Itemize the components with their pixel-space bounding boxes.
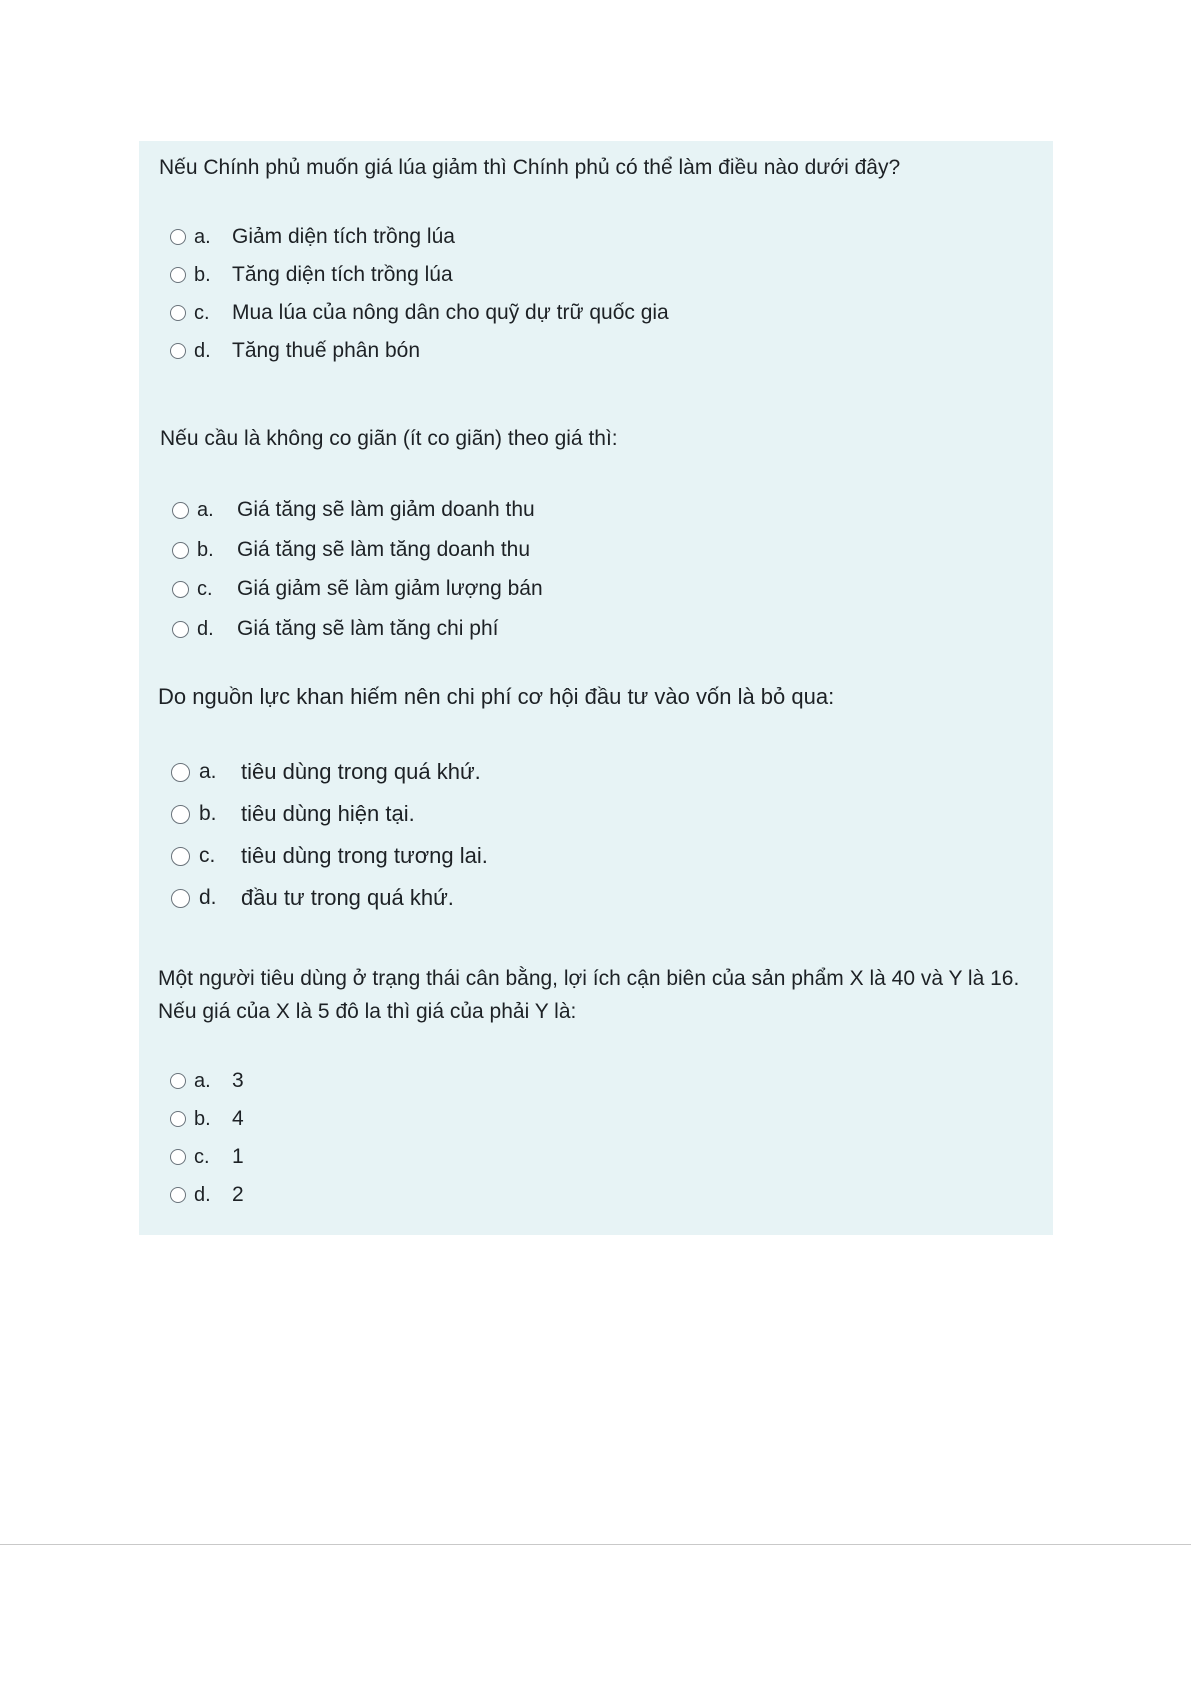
option-letter: b. <box>194 263 211 286</box>
radio-button-icon[interactable] <box>172 502 189 519</box>
radio-button-icon[interactable] <box>170 1073 186 1089</box>
question-1-option-c[interactable] <box>170 299 669 327</box>
option-letter: a. <box>194 225 211 248</box>
question-2-text: Nếu cầu là không co giãn (ít co giãn) theo giá thì: <box>160 427 618 450</box>
radio-button-icon[interactable] <box>170 1149 186 1165</box>
option-letter: d. <box>194 339 211 362</box>
option-letter: c. <box>197 577 213 600</box>
option-text: 3 <box>232 1069 244 1092</box>
option-letter: c. <box>194 1145 210 1168</box>
option-text: Giảm diện tích trồng lúa <box>232 225 455 248</box>
question-4-option-c[interactable] <box>170 1143 244 1171</box>
page-divider <box>0 1544 1191 1545</box>
radio-button-icon[interactable] <box>170 267 186 283</box>
radio-button-icon[interactable] <box>171 763 190 782</box>
radio-button-icon[interactable] <box>170 229 186 245</box>
option-letter: c. <box>194 301 210 324</box>
radio-button-icon[interactable] <box>172 621 189 638</box>
radio-button-icon[interactable] <box>171 805 190 824</box>
question-1-option-b[interactable] <box>170 261 453 289</box>
radio-button-icon[interactable] <box>172 581 189 598</box>
radio-button-icon[interactable] <box>170 1187 186 1203</box>
option-letter: c. <box>199 844 216 867</box>
question-3-option-b[interactable] <box>171 799 415 829</box>
question-1-text: Nếu Chính phủ muốn giá lúa giảm thì Chính phủ có thể làm điều nào dưới đây? <box>159 156 901 179</box>
question-4-option-b[interactable] <box>170 1105 244 1133</box>
option-text: đầu tư trong quá khứ. <box>241 885 454 910</box>
option-text: Mua lúa của nông dân cho quỹ dự trữ quốc gia <box>232 301 669 324</box>
option-letter: b. <box>199 802 217 825</box>
question-2-option-a[interactable] <box>172 496 535 524</box>
option-letter: d. <box>194 1183 211 1206</box>
question-2-option-c[interactable] <box>172 575 543 603</box>
question-2-option-d[interactable] <box>172 615 499 643</box>
option-letter: d. <box>199 886 217 909</box>
question-4-option-d[interactable] <box>170 1181 244 1209</box>
option-text: Giá tăng sẽ làm giảm doanh thu <box>237 498 535 521</box>
radio-button-icon[interactable] <box>170 1111 186 1127</box>
question-3-option-a[interactable] <box>171 757 481 787</box>
option-letter: d. <box>197 617 214 640</box>
radio-button-icon[interactable] <box>171 889 190 908</box>
option-text: 4 <box>232 1107 244 1130</box>
option-text: 2 <box>232 1183 244 1206</box>
radio-button-icon[interactable] <box>172 542 189 559</box>
option-text: Tăng thuế phân bón <box>232 339 420 362</box>
radio-button-icon[interactable] <box>170 305 186 321</box>
option-text: Giá tăng sẽ làm tăng chi phí <box>237 617 499 640</box>
option-text: 1 <box>232 1145 244 1168</box>
option-text: tiêu dùng hiện tại. <box>241 801 415 826</box>
option-text: Giá tăng sẽ làm tăng doanh thu <box>237 538 531 561</box>
option-letter: a. <box>194 1069 211 1092</box>
question-3-text: Do nguồn lực khan hiếm nên chi phí cơ hội đầu tư vào vốn là bỏ qua: <box>158 684 835 709</box>
quiz-panel <box>139 141 1053 1235</box>
option-text: tiêu dùng trong tương lai. <box>241 843 488 868</box>
option-letter: a. <box>199 760 217 783</box>
option-text: Tăng diện tích trồng lúa <box>232 263 453 286</box>
option-text: tiêu dùng trong quá khứ. <box>241 759 481 784</box>
question-1-option-a[interactable] <box>170 223 455 251</box>
question-2-option-b[interactable] <box>172 536 530 564</box>
question-3-option-c[interactable] <box>171 841 488 871</box>
question-1-option-d[interactable] <box>170 337 420 365</box>
question-4-option-a[interactable] <box>170 1067 244 1095</box>
question-3-option-d[interactable] <box>171 883 454 913</box>
option-letter: b. <box>197 538 214 561</box>
option-letter: a. <box>197 498 214 521</box>
option-letter: b. <box>194 1107 211 1130</box>
radio-button-icon[interactable] <box>170 343 186 359</box>
radio-button-icon[interactable] <box>171 847 190 866</box>
question-4-text: Một người tiêu dùng ở trạng thái cân bằng, lợi ích cận biên của sản phẩm X là 40 và Y là 16. Nếu giá của X là 5 đô la thì giá của phải Y là: <box>158 967 1020 1023</box>
option-text: Giá giảm sẽ làm giảm lượng bán <box>237 577 543 600</box>
